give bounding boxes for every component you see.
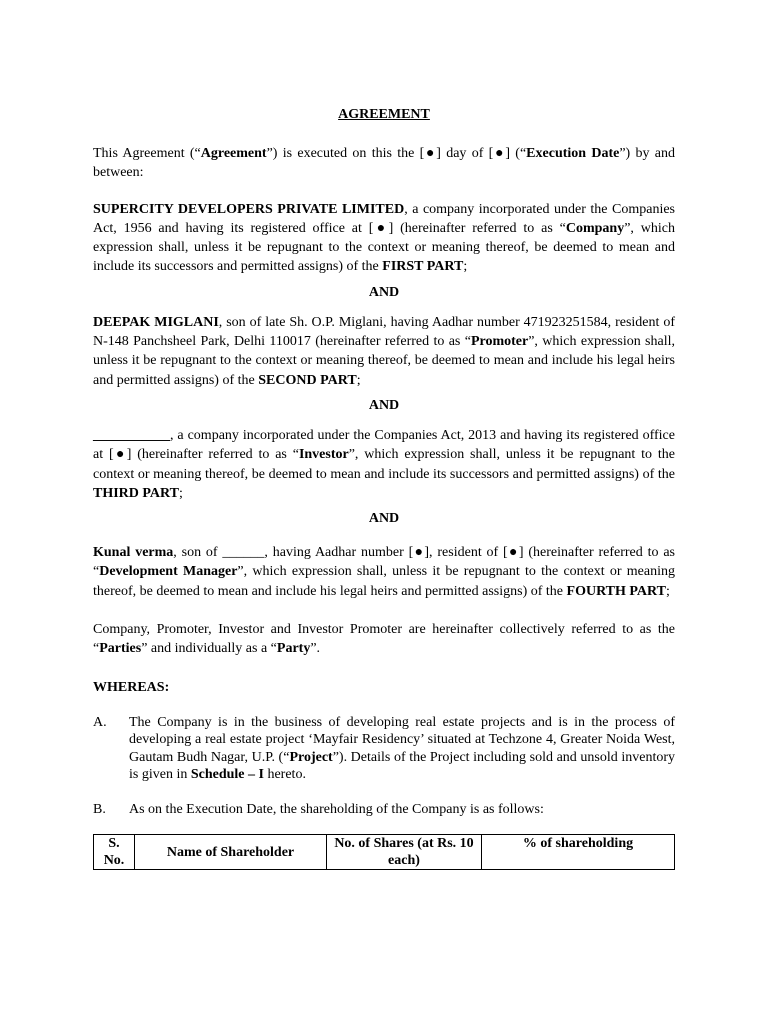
recital-b: B. As on the Execution Date, the shareholding of the Company is as follows: bbox=[93, 801, 544, 817]
shareholding-table bbox=[93, 834, 675, 870]
recital-a: A. The Company is in the business of developing real estate projects and is in the process of developing a real estate project ‘Mayfair Residency’ situated at Techzone 4, Greater Noida West, Gautam Budh Nagar, U.P. (“Project”). Details of the Project including sold and unsold inventory is given in Schedule – I hereto. bbox=[93, 714, 676, 783]
and-separator: AND bbox=[368, 511, 400, 527]
intro-paragraph: This Agreement (“Agreement”) is executed on this the [●] day of [●] (“Execution Date”) by and between: bbox=[93, 146, 676, 181]
column-header: Name of Shareholder bbox=[135, 835, 327, 870]
document-title: AGREEMENT bbox=[338, 107, 430, 122]
fourth-party-paragraph: Kunal verma, son of ______, having Aadhar number [●], resident of [●] (hereinafter referred to as “Development Manager”, which expression shall, unless it be repugnant to the context or meaning thereof, be deemed to mean and include his legal heirs and permitted assigns) of the FOURTH PART; bbox=[93, 545, 675, 599]
document-body bbox=[93, 104, 675, 870]
and-separator: AND bbox=[368, 397, 400, 413]
recital-label: A. bbox=[93, 714, 107, 730]
third-party-paragraph: ___________, a company incorporated under the Companies Act, 2013 and having its registered office at [●] (hereinafter referred to as “Investor”, which expression shall, unless it be repugnant to the context or meaning thereof, be deemed to mean and include its successors and permitted assigns) of the THIRD PART; bbox=[93, 427, 675, 501]
column-header: No. of Shares (at Rs. 10 each) bbox=[327, 835, 482, 870]
column-header: % of shareholding bbox=[482, 835, 675, 870]
whereas-heading: WHEREAS: bbox=[93, 679, 170, 695]
second-party-paragraph: DEEPAK MIGLANI, son of late Sh. O.P. Miglani, having Aadhar number 471923251584, resident of N-148 Panchsheel Park, Delhi 110017 (hereinafter referred to as “Promoter”, which expression shall, unless it be repugnant to the context or meaning thereof, be deemed to mean and include his legal heirs and permitted assigns) of the SECOND PART; bbox=[93, 314, 676, 388]
column-header: S. No. bbox=[94, 835, 135, 870]
first-party-paragraph: SUPERCITY DEVELOPERS PRIVATE LIMITED, a company incorporated under the Companies Act, 1956 and having its registered office at [●] (hereinafter referred to as “Company”, which expression shall, unless it be repugnant to the context or meaning thereof, be deemed to mean and include its successors and permitted assigns) of the FIRST PART; bbox=[93, 201, 675, 275]
and-separator: AND bbox=[368, 284, 400, 300]
table-header-row bbox=[94, 835, 675, 870]
recital-label: B. bbox=[93, 801, 106, 817]
parties-definition-paragraph: Company, Promoter, Investor and Investor Promoter are hereinafter collectively referred to as the “Parties” and individually as a “Party”. bbox=[93, 622, 675, 657]
